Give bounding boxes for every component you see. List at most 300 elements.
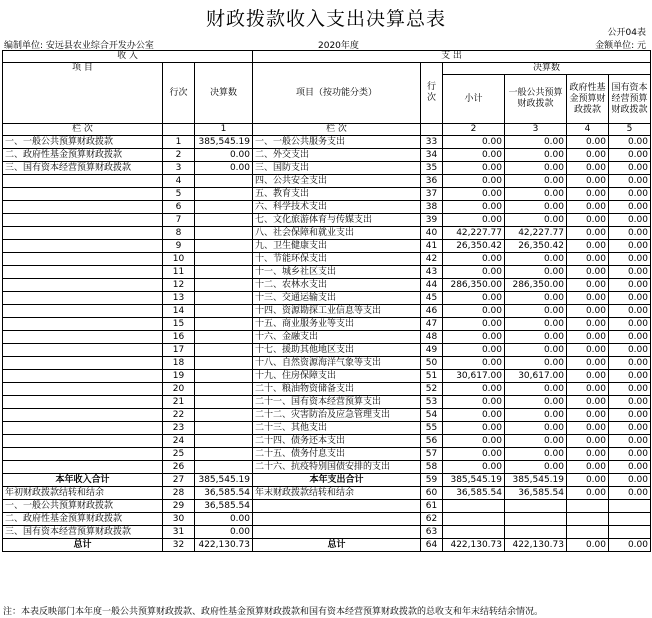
subtotal-header: 小计 [443,75,505,124]
income-item-cell [3,383,163,396]
income-amount-cell [195,188,253,201]
gov-fund-cell: 0.00 [567,240,609,253]
gov-fund-cell: 0.00 [567,448,609,461]
table-row [3,201,651,214]
income-amount-cell [195,344,253,357]
expense-col-4: 4 [567,124,609,136]
subtotal-cell: 0.00 [443,383,505,396]
fiscal-year: 2020年度 [318,41,359,51]
state-capital-cell: 0.00 [609,383,651,396]
income-item-header: 项 目 [3,63,163,124]
expense-item-cell: 六、科学技术支出 [253,201,421,214]
income-amount-cell [195,435,253,448]
general-budget-cell: 0.00 [505,188,567,201]
income-row-no-cell: 10 [163,253,195,266]
gov-fund-cell: 0.00 [567,422,609,435]
income-row-no-cell: 8 [163,227,195,240]
table-row [3,461,651,474]
expense-row-no-cell: 62 [421,513,443,526]
expense-item-cell: 十一、城乡社区支出 [253,266,421,279]
income-amount-cell: 36,585.54 [195,487,253,500]
general-budget-cell: 0.00 [505,292,567,305]
gov-fund-cell: 0.00 [567,266,609,279]
gov-fund-cell: 0.00 [567,409,609,422]
table-row [3,240,651,253]
table-row [3,370,651,383]
form-code: 公开04表 [607,28,646,38]
income-row-no-cell: 7 [163,214,195,227]
expense-item-cell: 二十三、其他支出 [253,422,421,435]
general-budget-cell: 0.00 [505,253,567,266]
income-item-cell [3,175,163,188]
gov-fund-cell: 0.00 [567,396,609,409]
expense-item-cell: 三、国防支出 [253,162,421,175]
subtotal-cell [443,513,505,526]
expense-row-no-cell: 47 [421,318,443,331]
expense-item-cell: 四、公共安全支出 [253,175,421,188]
expense-item-cell: 十四、资源勘探工业信息等支出 [253,305,421,318]
general-budget-cell: 0.00 [505,409,567,422]
subtotal-cell: 0.00 [443,435,505,448]
general-budget-cell: 385,545.19 [505,474,567,487]
general-budget-cell: 0.00 [505,175,567,188]
gov-fund-cell: 0.00 [567,539,609,552]
expense-row-no-cell: 33 [421,136,443,149]
general-budget-cell: 0.00 [505,461,567,474]
income-item-cell [3,201,163,214]
table-row [3,448,651,461]
gov-fund-header: 政府性基金预算财政拨款 [567,75,609,124]
expense-col-2: 2 [443,124,505,136]
expense-col-blank [421,124,443,136]
state-capital-cell: 0.00 [609,214,651,227]
income-amount-cell: 0.00 [195,162,253,175]
income-item-cell [3,318,163,331]
expense-row-no-cell: 52 [421,383,443,396]
gov-fund-cell: 0.00 [567,435,609,448]
gov-fund-cell: 0.00 [567,149,609,162]
income-item-cell [3,370,163,383]
income-item-cell [3,396,163,409]
gov-fund-cell: 0.00 [567,383,609,396]
gov-fund-cell: 0.00 [567,305,609,318]
state-capital-cell: 0.00 [609,292,651,305]
income-row-no-cell: 17 [163,344,195,357]
income-row-no-cell: 19 [163,370,195,383]
income-row-no-cell: 13 [163,292,195,305]
income-row-no-cell: 26 [163,461,195,474]
expense-row-no-cell: 59 [421,474,443,487]
expense-row-no-cell: 53 [421,396,443,409]
income-row-no-cell: 9 [163,240,195,253]
income-amount-cell: 36,585.54 [195,500,253,513]
subtotal-cell: 0.00 [443,409,505,422]
gov-fund-cell: 0.00 [567,474,609,487]
income-amount-cell [195,175,253,188]
expense-row-no-cell: 48 [421,331,443,344]
income-amount-cell [195,253,253,266]
gov-fund-cell: 0.00 [567,357,609,370]
general-budget-cell: 0.00 [505,201,567,214]
expense-col-label: 栏 次 [253,124,421,136]
state-capital-cell [609,513,651,526]
general-budget-cell: 26,350.42 [505,240,567,253]
subtotal-cell: 42,227.77 [443,227,505,240]
subtotal-cell: 0.00 [443,331,505,344]
income-row-no-cell: 22 [163,409,195,422]
gov-fund-cell: 0.00 [567,188,609,201]
subtotal-cell: 0.00 [443,214,505,227]
income-amount-cell [195,461,253,474]
income-row-no-cell: 18 [163,357,195,370]
general-budget-cell: 0.00 [505,357,567,370]
gov-fund-cell: 0.00 [567,370,609,383]
income-item-cell [3,409,163,422]
income-amount-cell [195,448,253,461]
income-amount-cell [195,266,253,279]
income-row-no-cell: 20 [163,383,195,396]
expense-item-cell: 总计 [253,539,421,552]
expense-item-cell: 年末财政拨款结转和结余 [253,487,421,500]
income-item-cell: 二、政府性基金预算财政拨款 [3,513,163,526]
state-capital-cell: 0.00 [609,396,651,409]
expense-budget-header: 决算数 [443,63,651,75]
state-capital-cell: 0.00 [609,422,651,435]
gov-fund-cell: 0.00 [567,214,609,227]
gov-fund-cell: 0.00 [567,253,609,266]
income-row-no-cell: 25 [163,448,195,461]
table-row [3,409,651,422]
general-budget-cell [505,500,567,513]
expense-item-cell: 本年支出合计 [253,474,421,487]
general-budget-header: 一般公共预算财政拨款 [505,75,567,124]
expense-row-no-cell: 57 [421,448,443,461]
expense-row-no-cell: 44 [421,279,443,292]
subtotal-cell: 422,130.73 [443,539,505,552]
income-item-cell [3,227,163,240]
state-capital-cell: 0.00 [609,474,651,487]
expense-item-cell: 十、节能环保支出 [253,253,421,266]
expense-row-no-cell: 49 [421,344,443,357]
expense-item-cell: 二、外交支出 [253,149,421,162]
general-budget-cell: 0.00 [505,318,567,331]
income-amount-cell [195,357,253,370]
general-budget-cell: 30,617.00 [505,370,567,383]
income-item-cell [3,266,163,279]
general-budget-cell: 0.00 [505,214,567,227]
general-budget-cell: 0.00 [505,305,567,318]
expense-row-no-cell: 45 [421,292,443,305]
expense-row-no-cell: 42 [421,253,443,266]
report-title: 财政拨款收入支出决算总表 [205,8,446,30]
income-row-no-cell: 15 [163,318,195,331]
expense-header: 支 出 [253,51,651,63]
table-row [3,149,651,162]
income-row-no-cell: 24 [163,435,195,448]
gov-fund-cell: 0.00 [567,136,609,149]
subtotal-cell: 26,350.42 [443,240,505,253]
expense-row-no-cell: 51 [421,370,443,383]
subtotal-cell: 30,617.00 [443,370,505,383]
state-capital-cell: 0.00 [609,266,651,279]
general-budget-cell: 36,585.54 [505,487,567,500]
general-budget-cell: 42,227.77 [505,227,567,240]
subtotal-cell: 0.00 [443,201,505,214]
income-item-cell [3,305,163,318]
gov-fund-cell: 0.00 [567,318,609,331]
state-capital-header: 国有资本经营预算财政拨款 [609,75,651,124]
expense-row-no-cell: 55 [421,422,443,435]
general-budget-cell: 422,130.73 [505,539,567,552]
expense-row-no-cell: 37 [421,188,443,201]
income-item-cell: 一、一般公共预算财政拨款 [3,500,163,513]
income-amount-cell [195,331,253,344]
expense-row-no-cell: 41 [421,240,443,253]
expense-item-cell [253,513,421,526]
income-amount-cell [195,422,253,435]
income-item-cell [3,279,163,292]
subtotal-cell: 286,350.00 [443,279,505,292]
expense-item-cell: 二十六、抗疫特别国债安排的支出 [253,461,421,474]
table-row [3,227,651,240]
table-row [3,357,651,370]
income-row-no-cell: 14 [163,305,195,318]
income-amount-cell [195,240,253,253]
expense-row-no-cell: 35 [421,162,443,175]
income-item-cell: 一、一般公共预算财政拨款 [3,136,163,149]
table-row [3,253,651,266]
state-capital-cell: 0.00 [609,344,651,357]
expense-col-5: 5 [609,124,651,136]
expense-item-cell [253,526,421,539]
table-row [3,331,651,344]
state-capital-cell: 0.00 [609,188,651,201]
income-row-no-cell: 29 [163,500,195,513]
expense-row-no-cell: 34 [421,149,443,162]
income-row-no-cell: 12 [163,279,195,292]
subtotal-cell [443,500,505,513]
income-row-no-cell: 21 [163,396,195,409]
state-capital-cell: 0.00 [609,149,651,162]
general-budget-cell: 0.00 [505,149,567,162]
state-capital-cell: 0.00 [609,370,651,383]
general-budget-cell: 0.00 [505,422,567,435]
expense-row-no-cell: 63 [421,526,443,539]
expense-row-no-cell: 38 [421,201,443,214]
income-item-cell [3,188,163,201]
income-amount-cell [195,305,253,318]
table-row [3,435,651,448]
gov-fund-cell: 0.00 [567,487,609,500]
fiscal-summary-table [2,50,651,552]
expense-row-no-cell: 43 [421,266,443,279]
general-budget-cell: 0.00 [505,266,567,279]
expense-item-cell: 十三、交通运输支出 [253,292,421,305]
table-row [3,396,651,409]
general-budget-cell: 0.00 [505,396,567,409]
income-item-cell: 总计 [3,539,163,552]
expense-row-no-cell: 56 [421,435,443,448]
state-capital-cell: 0.00 [609,448,651,461]
income-item-cell [3,240,163,253]
income-row-no-cell: 1 [163,136,195,149]
expense-item-cell: 二十二、灾害防治及应急管理支出 [253,409,421,422]
subtotal-cell: 0.00 [443,396,505,409]
income-header: 收 入 [3,51,253,63]
state-capital-cell [609,500,651,513]
subtotal-cell: 0.00 [443,266,505,279]
table-row [3,539,651,552]
income-row-no-cell: 28 [163,487,195,500]
subtotal-cell: 0.00 [443,162,505,175]
subtotal-cell [443,526,505,539]
income-item-cell [3,422,163,435]
subtotal-cell: 0.00 [443,136,505,149]
expense-row-no-cell: 60 [421,487,443,500]
state-capital-cell: 0.00 [609,162,651,175]
gov-fund-cell: 0.00 [567,175,609,188]
table-row [3,318,651,331]
income-item-cell [3,461,163,474]
subtotal-cell: 0.00 [443,318,505,331]
income-row-no-cell: 23 [163,422,195,435]
expense-row-no-cell: 36 [421,175,443,188]
gov-fund-cell [567,500,609,513]
income-item-cell: 年初财政拨款结转和结余 [3,487,163,500]
table-row [3,422,651,435]
expense-row-no-cell: 54 [421,409,443,422]
income-row-no-cell: 16 [163,331,195,344]
expense-item-cell [253,500,421,513]
income-budget-header: 决算数 [195,63,253,124]
state-capital-cell [609,526,651,539]
income-amount-cell: 385,545.19 [195,474,253,487]
income-amount-cell [195,370,253,383]
state-capital-cell: 0.00 [609,201,651,214]
expense-row-no-cell: 50 [421,357,443,370]
table-row [3,487,651,500]
table-row [3,526,651,539]
gov-fund-cell: 0.00 [567,227,609,240]
state-capital-cell: 0.00 [609,175,651,188]
table-row [3,474,651,487]
income-row-no-header: 行次 [163,63,195,124]
state-capital-cell: 0.00 [609,253,651,266]
state-capital-cell: 0.00 [609,409,651,422]
state-capital-cell: 0.00 [609,357,651,370]
subtotal-cell: 36,585.54 [443,487,505,500]
income-col-1: 1 [195,124,253,136]
income-row-no-cell: 27 [163,474,195,487]
income-row-no-cell: 32 [163,539,195,552]
income-item-cell: 本年收入合计 [3,474,163,487]
table-row [3,500,651,513]
gov-fund-cell [567,526,609,539]
subtotal-cell: 0.00 [443,292,505,305]
general-budget-cell: 0.00 [505,435,567,448]
state-capital-cell: 0.00 [609,240,651,253]
income-amount-cell: 0.00 [195,149,253,162]
expense-row-no-cell: 58 [421,461,443,474]
expense-row-no-cell: 46 [421,305,443,318]
expense-item-cell: 十二、农林水支出 [253,279,421,292]
income-amount-cell [195,318,253,331]
expense-row-no-cell: 39 [421,214,443,227]
income-item-cell [3,435,163,448]
income-row-no-cell: 4 [163,175,195,188]
subtotal-cell: 0.00 [443,448,505,461]
state-capital-cell: 0.00 [609,487,651,500]
income-amount-cell [195,409,253,422]
state-capital-cell: 0.00 [609,227,651,240]
subtotal-cell: 0.00 [443,188,505,201]
subtotal-cell: 0.00 [443,461,505,474]
income-amount-cell: 385,545.19 [195,136,253,149]
state-capital-cell: 0.00 [609,539,651,552]
income-amount-cell [195,292,253,305]
table-row [3,383,651,396]
expense-item-header: 项目（按功能分类） [253,63,421,124]
subtotal-cell: 0.00 [443,422,505,435]
table-row [3,162,651,175]
expense-item-cell: 十九、住房保障支出 [253,370,421,383]
table-row [3,344,651,357]
state-capital-cell: 0.00 [609,305,651,318]
expense-item-cell: 二十四、债务还本支出 [253,435,421,448]
income-col-blank [163,124,195,136]
expense-row-no-header: 行次 [421,63,443,124]
income-item-cell [3,292,163,305]
gov-fund-cell: 0.00 [567,162,609,175]
expense-row-no-cell: 64 [421,539,443,552]
compiling-unit: 编制单位: 安远县农业综合开发办公室 [4,41,154,51]
income-row-no-cell: 3 [163,162,195,175]
income-item-cell [3,344,163,357]
subtotal-cell: 0.00 [443,344,505,357]
income-item-cell [3,331,163,344]
expense-item-cell: 十五、商业服务业等支出 [253,318,421,331]
general-budget-cell: 0.00 [505,136,567,149]
table-row [3,175,651,188]
income-row-no-cell: 2 [163,149,195,162]
income-item-cell [3,214,163,227]
income-amount-cell [195,227,253,240]
income-amount-cell: 0.00 [195,513,253,526]
general-budget-cell: 0.00 [505,448,567,461]
income-amount-cell [195,279,253,292]
general-budget-cell: 286,350.00 [505,279,567,292]
income-item-cell [3,448,163,461]
table-row [3,305,651,318]
subtotal-cell: 0.00 [443,253,505,266]
footnote: 注：本表反映部门本年度一般公共预算财政拨款、政府性基金预算财政拨款和国有资本经营预算财政拨款的总收支和年末结转结余情况。 [3,607,544,617]
income-amount-cell [195,383,253,396]
state-capital-cell: 0.00 [609,136,651,149]
expense-row-no-cell: 61 [421,500,443,513]
income-item-cell: 二、政府性基金预算财政拨款 [3,149,163,162]
expense-item-cell: 五、教育支出 [253,188,421,201]
expense-item-cell: 九、卫生健康支出 [253,240,421,253]
expense-item-cell: 十六、金融支出 [253,331,421,344]
general-budget-cell [505,513,567,526]
subtotal-cell: 0.00 [443,175,505,188]
gov-fund-cell: 0.00 [567,201,609,214]
subtotal-cell: 385,545.19 [443,474,505,487]
gov-fund-cell: 0.00 [567,461,609,474]
currency-unit: 金额单位: 元 [595,41,646,51]
subtotal-cell: 0.00 [443,357,505,370]
gov-fund-cell: 0.00 [567,331,609,344]
